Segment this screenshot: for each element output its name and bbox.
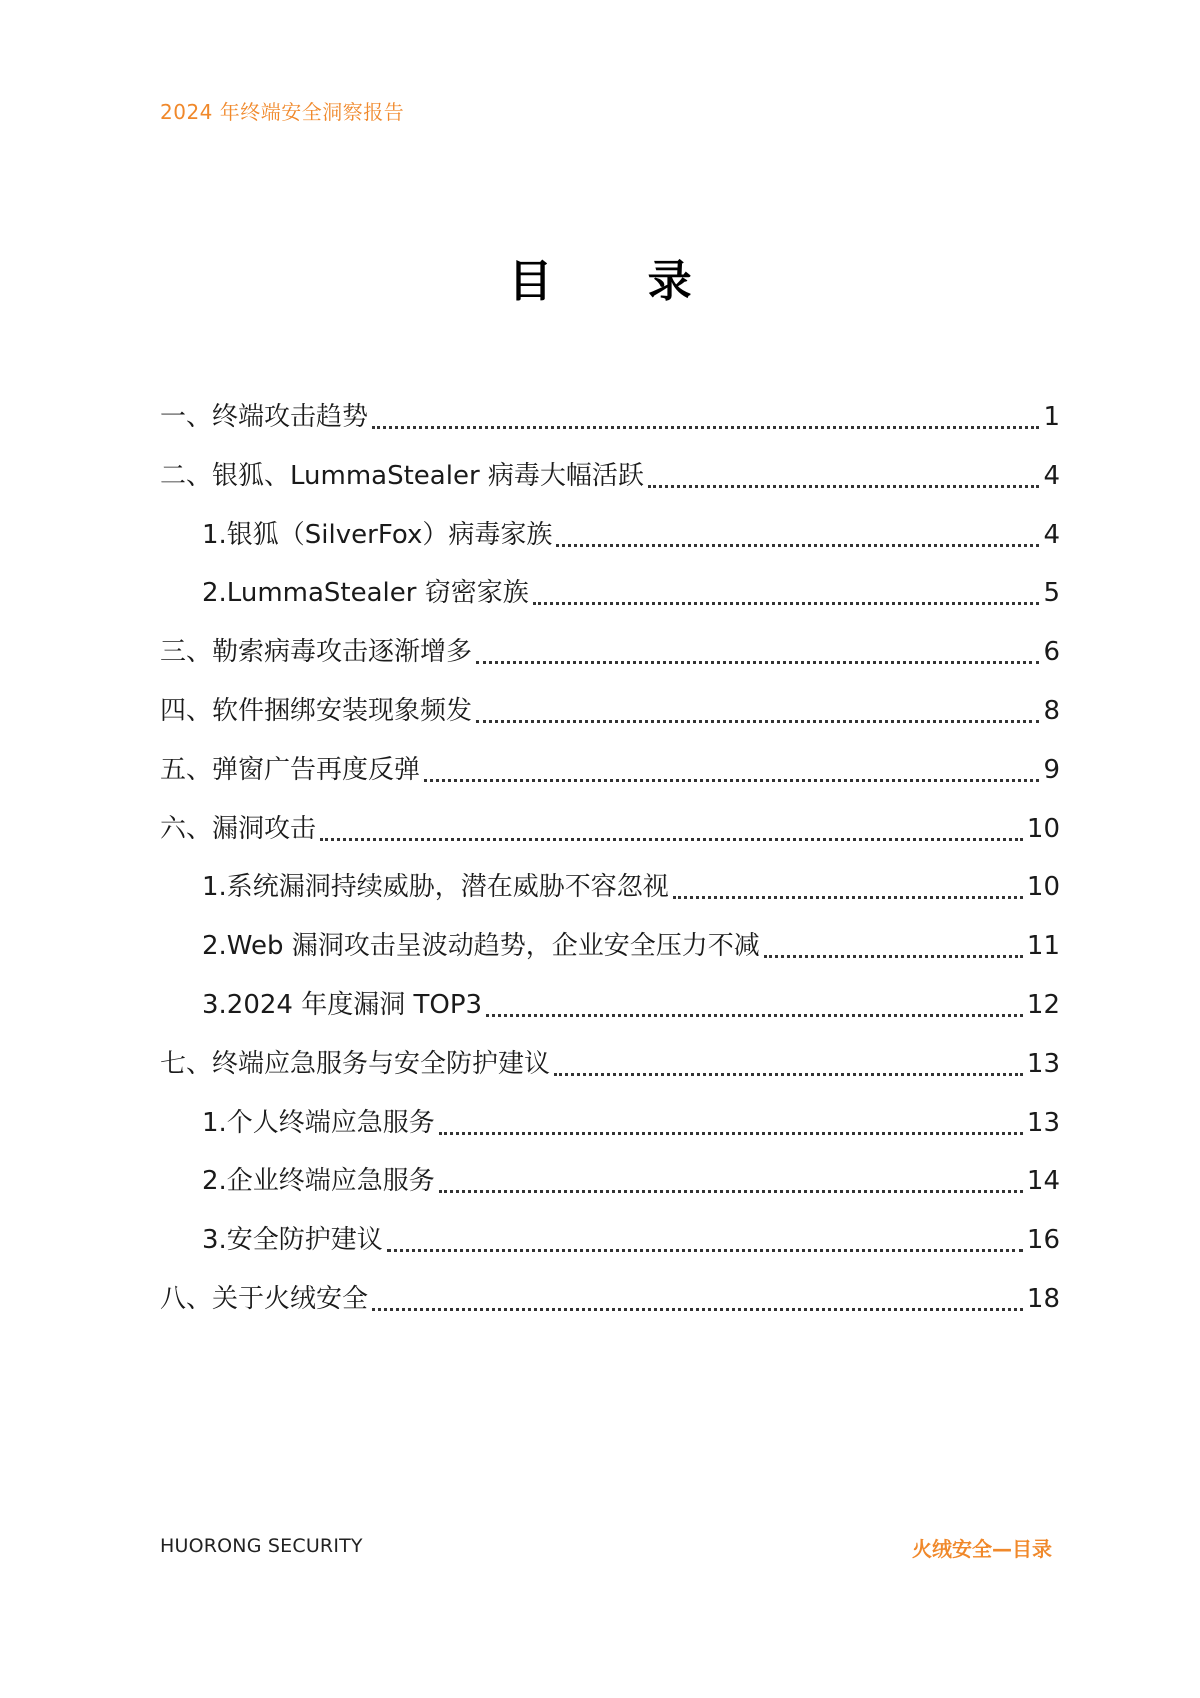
toc-entry-label: 3.2024 年度漏洞 TOP3: [202, 989, 483, 1020]
toc-dot-leader: [476, 696, 1039, 723]
toc-dot-leader: [533, 578, 1040, 605]
toc-entry-label: 四、软件捆绑安装现象频发: [160, 695, 473, 726]
table-of-contents: [160, 400, 1060, 1341]
toc-entry-page-number: 16: [1026, 1225, 1060, 1256]
toc-entry[interactable]: [160, 929, 1060, 988]
toc-entry-label: 三、勒索病毒攻击逐渐增多: [160, 637, 473, 668]
toc-entry-page-number: 10: [1026, 813, 1060, 844]
toc-entry-label: 1.银狐（SilverFox）病毒家族: [202, 519, 553, 550]
toc-entry[interactable]: [160, 1106, 1060, 1165]
toc-dot-leader: [556, 520, 1039, 547]
toc-entry-page-number: 1: [1043, 402, 1060, 432]
toc-entry-label: 八、关于火绒安全: [160, 1283, 369, 1314]
toc-entry-page-number: 8: [1043, 695, 1060, 726]
toc-entry[interactable]: [160, 1282, 1060, 1341]
toc-entry-page-number: 5: [1043, 578, 1060, 609]
toc-entry[interactable]: [160, 1164, 1060, 1223]
toc-dot-leader: [486, 990, 1023, 1017]
toc-dot-leader: [439, 1108, 1023, 1135]
toc-dot-leader: [673, 872, 1023, 899]
toc-entry[interactable]: [160, 1223, 1060, 1282]
toc-entry[interactable]: [160, 694, 1060, 753]
page-title: 目 录: [508, 256, 732, 307]
toc-entry-label: 六、漏洞攻击: [160, 813, 317, 844]
toc-entry[interactable]: [160, 459, 1060, 518]
footer-company: HUORONG SECURITY: [160, 1535, 363, 1557]
toc-dot-leader: [439, 1166, 1023, 1193]
toc-entry-page-number: 10: [1026, 872, 1060, 903]
toc-entry-label: 二、银狐、LummaStealer 病毒大幅活跃: [160, 460, 644, 491]
toc-entry-page-number: 13: [1026, 1107, 1060, 1138]
footer-section-label: 火绒安全—目录: [912, 1537, 1052, 1561]
toc-entry-label: 1.个人终端应急服务: [202, 1107, 435, 1138]
toc-entry-page-number: 14: [1026, 1166, 1060, 1197]
toc-entry-label: 2.LummaStealer 窃密家族: [202, 578, 529, 609]
toc-entry-page-number: 6: [1043, 637, 1060, 668]
toc-entry-label: 2.企业终端应急服务: [202, 1166, 435, 1197]
toc-dot-leader: [648, 461, 1040, 488]
toc-entry[interactable]: [160, 400, 1060, 459]
toc-entry[interactable]: [160, 753, 1060, 812]
toc-dot-leader: [372, 1284, 1023, 1311]
toc-entry-label: 五、弹窗广告再度反弹: [160, 754, 421, 785]
toc-entry-label: 七、终端应急服务与安全防护建议: [160, 1048, 551, 1079]
toc-entry[interactable]: [160, 576, 1060, 635]
toc-entry[interactable]: [160, 812, 1060, 871]
toc-entry-page-number: 11: [1026, 931, 1060, 962]
toc-entry[interactable]: [160, 1047, 1060, 1106]
toc-entry[interactable]: [160, 988, 1060, 1047]
toc-entry-label: 2.Web 漏洞攻击呈波动趋势，企业安全压力不减: [202, 931, 760, 962]
toc-dot-leader: [764, 931, 1023, 958]
toc-entry-label: 一、终端攻击趋势: [160, 402, 369, 432]
toc-entry[interactable]: [160, 518, 1060, 577]
toc-dot-leader: [424, 755, 1039, 782]
toc-entry[interactable]: [160, 635, 1060, 694]
toc-dot-leader: [320, 814, 1023, 841]
toc-entry-label: 3.安全防护建议: [202, 1225, 383, 1256]
toc-entry[interactable]: [160, 870, 1060, 929]
toc-dot-leader: [554, 1049, 1023, 1076]
toc-entry-label: 1.系统漏洞持续威胁，潜在威胁不容忽视: [202, 872, 669, 903]
toc-entry-page-number: 18: [1026, 1283, 1060, 1314]
toc-entry-page-number: 12: [1026, 989, 1060, 1020]
toc-dot-leader: [372, 402, 1039, 429]
toc-entry-page-number: 4: [1043, 519, 1060, 550]
toc-entry-page-number: 13: [1026, 1048, 1060, 1079]
toc-dot-leader: [476, 637, 1039, 664]
report-header-title: 2024 年终端安全洞察报告: [160, 100, 405, 124]
toc-dot-leader: [387, 1225, 1023, 1252]
toc-entry-page-number: 9: [1043, 754, 1060, 785]
toc-entry-page-number: 4: [1043, 460, 1060, 491]
